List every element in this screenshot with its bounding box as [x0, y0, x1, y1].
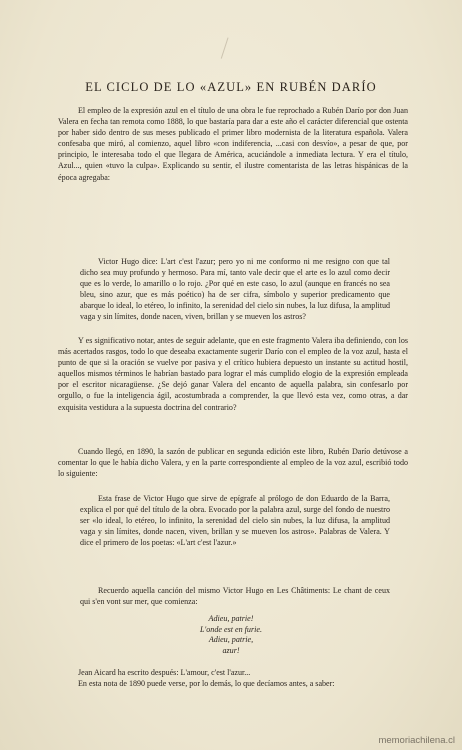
paragraph-2: Y es significativo notar, antes de seguir adelante, que en este fragmento Valera iba definiendo, con los más acertados rasgos, todo lo que deseaba exactamente sugerir Darío con el empleo de la voz azul, hasta el punto de que si la oración se vuelve por pasiva y el crítico hubiera depuesto un instante su actitud hostil, aquellos mismos términos le habrían bastado para lograr el más cumplido elogio de la expresión empleada por el escritor nicaragüense. ¿Se dejó ganar Valera del encanto de aquella palabra, sin confesarlo por orgullo, o fue la inteligencia ágil, acostumbrada a comprender, la que llevó esta vez, como otras, a dar exquisita vestidura a la supuesta doctrina del contrario? — [58, 336, 408, 412]
verse-line: Adieu, patrie! — [208, 614, 254, 623]
chapter-title: EL CICLO DE LO «AZUL» EN RUBÉN DARÍO — [85, 80, 377, 94]
quote-dario: Esta frase de Victor Hugo que sirve de epígrafe al prólogo de don Eduardo de la Barra, explica el por qué del título de la obra. Evocado por la palabra azul, surge del fondo de nuestro ser «lo ideal, lo etéreo, lo infinito, la serenidad del cielo sin nubes, la luz difusa, la amplitud vaga y sin límites, donde nacen, viven, brillan y se mueven los astros». Palabras de Valera. Y dice el primero de los poetas: «L'art c'est l'azur.» — [80, 494, 390, 548]
verse-line: Adieu, patrie, — [208, 635, 254, 645]
verse-line: L'onde est en furie. — [200, 624, 262, 634]
paragraph-1: El empleo de la expresión azul en el título de una obra le fue reprochado a Rubén Darío por don Juan Valera en fecha tan remota como 1888, lo que bastaría para dar a este año el carácter diferencial que ostenta por haber sido dentro de sus meses publicado el primer libro modernista de la literatura española. Valera confesaba que miró, al comienzo, aquel libro «con indiferencia, ...casi con desvío», a pesar de que, por principio, le interesaba todo el que llegara de América, acuciándole a inmediata lectura. Y era el título, Azul..., quien «tuvo la culpa». Explicando su sentir, el ilustre comentarista de las letras hispánicas de la época agregaba: — [58, 106, 408, 182]
paragraph-5: En esta nota de 1890 puede verse, por lo demás, lo que decíamos antes, a saber: — [78, 679, 335, 688]
verse-line: azur! — [222, 646, 240, 656]
pencil-mark — [221, 37, 234, 60]
quote-dario-continued: Recuerdo aquella canción del mismo Victor Hugo en Les Châtiments: Le chant de ceux qui s'en vont sur mer, que comienza: — [80, 586, 390, 607]
paragraph-4: Jean Aicard ha escrito después: L'amour, c'est l'azur... — [78, 668, 251, 677]
watermark: memoriachilena.cl — [378, 735, 455, 746]
quote-valera: Victor Hugo dice: L'art c'est l'azur; pero yo ni me conformo ni me resigno con que tal dicho sea muy profundo y hermoso. Para mí, tanto vale decir que el arte es lo azul como decir que es lo verde, lo amarillo o lo rojo. ¿Por qué en este caso, lo azul (aunque en francés no sea bleu, sino azur, que es más poético) ha de ser cifra, símbolo y superior predicamento que abarque lo ideal, lo etéreo, lo infinito, la serenidad del cielo sin nubes, la luz difusa, la amplitud vaga y sin límites, donde nacen, viven, brillan y se mueven los astros? — [80, 257, 390, 322]
paragraph-3: Cuando llegó, en 1890, la sazón de publicar en segunda edición este libro, Rubén Darío detúvose a comentar lo que le había dicho Valera, y en la parte correspondiente al empleo de la voz azul, escribió todo lo siguiente: — [58, 447, 408, 479]
